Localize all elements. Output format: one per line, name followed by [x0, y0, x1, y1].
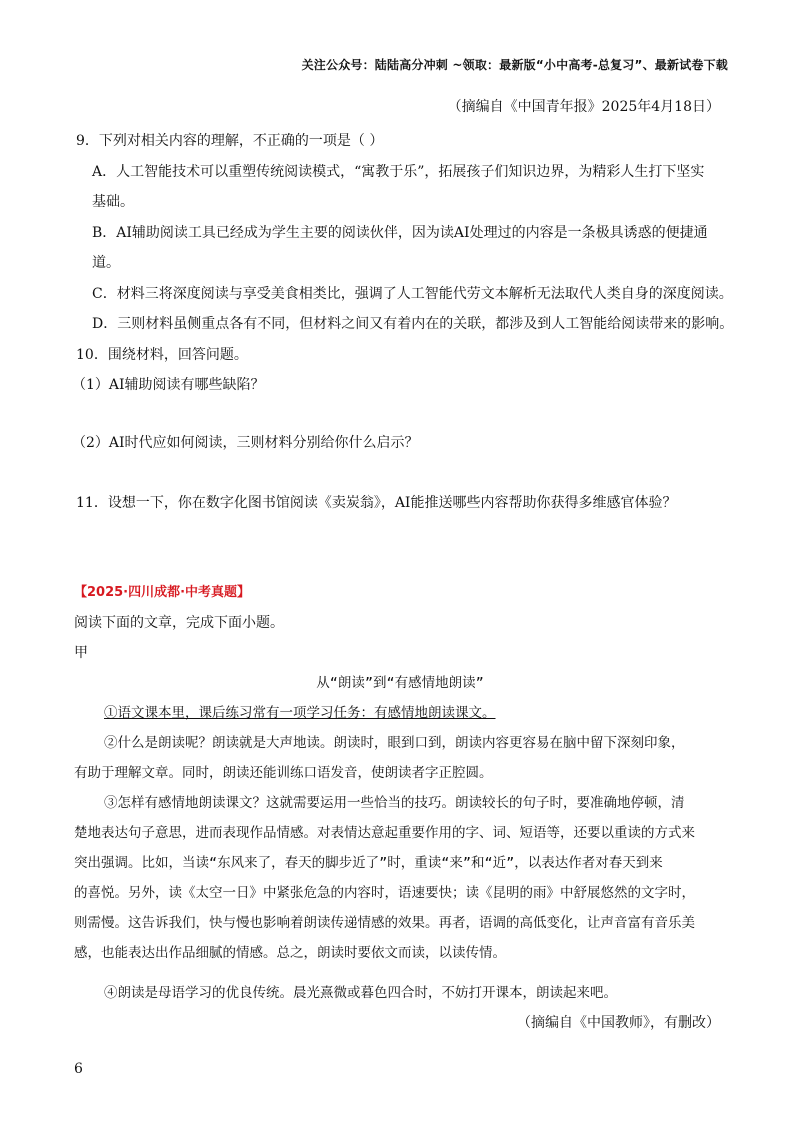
question-9-option-b-line2: 道。: [92, 255, 120, 271]
article-paragraph-3-line5: 则需慢。这告诉我们，快与慢也影响着朗读传递情感的效果。再者，语调的高低变化，让声音富有音乐美: [74, 915, 695, 931]
question-10-stem: 10．围绕材料，回答问题。: [76, 347, 248, 363]
part-label: 甲: [74, 645, 88, 661]
article-paragraph-3-line3: 突出强调。比如，当读“东风来了，春天的脚步近了”时，重读“来”和“近”，以表达作者对春天到来: [74, 855, 663, 871]
article-paragraph-2-line2: 有助于理解文章。同时，朗读还能训练口语发音，使朗读者字正腔圆。: [74, 765, 493, 781]
page-header: 关注公众号：陆陆高分冲刺 ~领取：最新版“小中高考-总复习”、最新试卷下载: [301, 58, 728, 72]
article-paragraph-4: ④朗读是母语学习的优良传统。晨光熹微或暮色四合时，不妨打开课本，朗读起来吧。: [104, 985, 617, 1001]
question-9-option-a-line2: 基础。: [92, 194, 134, 210]
article-paragraph-3-line1: ③怎样有感情地朗读课文？这就需要运用一些恰当的技巧。朗读较长的句子时，要准确地停顿，清: [104, 795, 685, 811]
source-citation-top: （摘编自《中国青年报》2025年4月18日）: [447, 99, 720, 115]
question-10-sub1: （1）AI辅助阅读有哪些缺陷？: [72, 377, 265, 393]
reading-instruction: 阅读下面的文章，完成下面小题。: [74, 615, 284, 631]
question-9-stem: 9．下列对相关内容的理解，不正确的一项是（ ）: [76, 133, 384, 149]
article-title: 从“朗读”到“有感情地朗读”: [316, 675, 484, 691]
article-paragraph-1: ①语文课本里，课后练习常有一项学习任务：有感情地朗读课文。: [104, 705, 496, 721]
question-9-option-b-line1: B．AI辅助阅读工具已经成为学生主要的阅读伙伴，因为读AI处理过的内容是一条极具诱惑的便捷通: [92, 225, 708, 241]
article-paragraph-2-line1: ②什么是朗读呢？朗读就是大声地读。朗读时，眼到口到，朗读内容更容易在脑中留下深刻印象，: [104, 735, 685, 751]
question-9-option-a-line1: A．人工智能技术可以重塑传统阅读模式，“寓教于乐”，拓展孩子们知识边界，为精彩人生打下坚实: [92, 164, 705, 180]
article-paragraph-3-line2: 楚地表达句子意思，进而表现作品情感。对表情达意起重要作用的字、词、短语等，还要以重读的方式来: [74, 825, 695, 841]
question-9-option-c: C．材料三将深度阅读与享受美食相类比，强调了人工智能代劳文本解析无法取代人类自身的深度阅读。: [92, 286, 733, 302]
page-number: 6: [74, 1061, 83, 1077]
article-source-citation: （摘编自《中国教师》，有删改）: [517, 1015, 720, 1031]
article-paragraph-3-line4: 的喜悦。另外，读《太空一日》中紧张危急的内容时，语速要快；读《昆明的雨》中舒展悠然的文字时，: [74, 885, 695, 901]
question-11-stem: 11．设想一下，你在数字化图书馆阅读《卖炭翁》，AI能推送哪些内容帮助你获得多维感官体验？: [76, 495, 677, 511]
exam-source-tag: 【2025·四川成都·中考真题】: [74, 585, 251, 600]
article-paragraph-3-line6: 感，也能表达出作品细腻的情感。总之，朗读时要依文而读，以读传情。: [74, 945, 506, 961]
question-10-sub2: （2）AI时代应如何阅读，三则材料分别给你什么启示？: [72, 435, 419, 451]
question-9-option-d: D．三则材料虽侧重点各有不同，但材料之间又有着内在的关联，都涉及到人工智能给阅读带来的影响。: [92, 316, 734, 332]
